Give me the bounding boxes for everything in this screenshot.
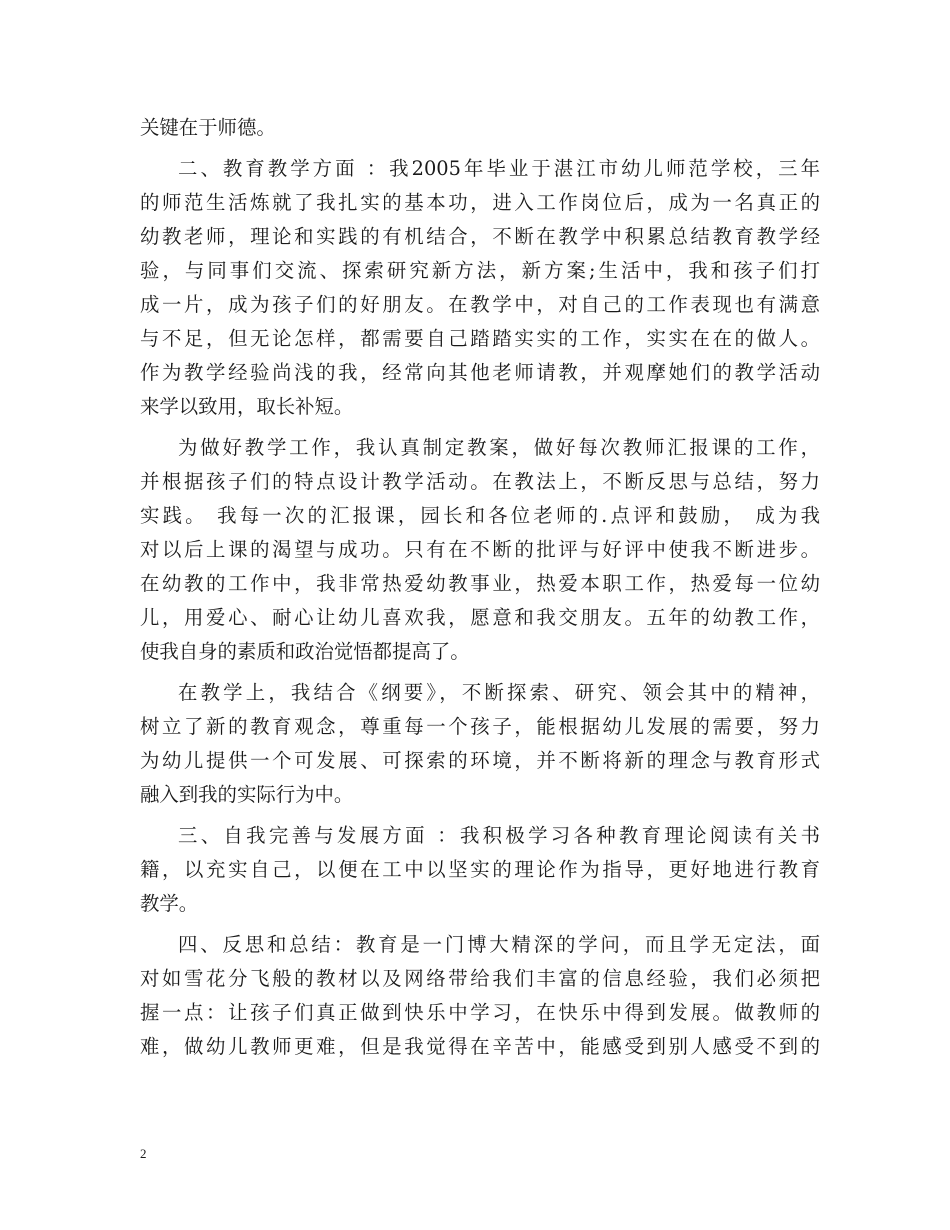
text-line: 使我自身的素质和政治觉悟都提高了。 [140,640,470,663]
text-line: 二、教育教学方面 ：我2005年毕业于湛江市幼儿师范学校，三年 [178,157,820,180]
text-line: 融入到我的实际行为中。 [140,783,354,806]
paragraph [140,676,820,812]
text-line: 难，做幼儿教师更难，但是我觉得在辛苦中，能感受到别人感受不到的 [140,1035,820,1058]
paragraph [140,819,820,921]
text-line: 握一点：让孩子们真正做到快乐中学习，在快乐中得到发展。做教师的 [140,1001,820,1024]
paragraph [140,152,820,424]
text-line: 对以后上课的渴望与成功。只有在不断的批评与好评中使我不断进步。 [140,538,820,561]
text-line: 验，与同事们交流、探索研究新方法，新方案;生活中，我和孩子们打 [140,259,820,282]
text-line: 来学以致用，取长补短。 [140,395,354,418]
text-line: 三、自我完善与发展方面 ：我积极学习各种教育理论阅读有关书 [178,824,820,847]
text-line: 为幼儿提供一个可发展、可探索的环境，并不断将新的理念与教育形式 [140,749,820,772]
text-line: 籍，以充实自己，以便在工中以坚实的理论作为指导，更好地进行教育 [140,858,820,881]
text-line: 实践。 我每一次的汇报课，园长和各位老师的.点评和鼓励， 成为我 [140,504,820,527]
text-line: 为做好教学工作，我认真制定教案，做好每次教师汇报课的工作， [178,436,820,459]
text-line: 与不足，但无论怎样，都需要自己踏踏实实的工作，实实在在的做人。 [140,327,820,350]
paragraph [140,111,820,145]
paragraph [140,928,820,1064]
text-line: 对如雪花分飞般的教材以及网络带给我们丰富的信息经验，我们必须把 [140,967,820,990]
text-line: 在幼教的工作中，我非常热爱幼教事业，热爱本职工作，热爱每一位幼 [140,572,820,595]
paragraph [140,431,820,669]
text-line: 教学。 [140,892,199,915]
text-line: 在教学上，我结合《纲要》，不断探索、研究、领会其中的精神， [178,681,820,704]
text-line: 的师范生活炼就了我扎实的基本功，进入工作岗位后，成为一名真正的 [140,191,820,214]
text-line: 树立了新的教育观念，尊重每一个孩子，能根据幼儿发展的需要，努力 [140,715,820,738]
text-line: 儿，用爱心、耐心让幼儿喜欢我，愿意和我交朋友。五年的幼教工作， [140,606,820,629]
text-line: 幼教老师，理论和实践的有机结合，不断在教学中积累总结教育教学经 [140,225,820,248]
text-line: 四、反思和总结：教育是一门博大精深的学问，而且学无定法，面 [178,933,820,956]
text-line: 成一片，成为孩子们的好朋友。在教学中，对自己的工作表现也有满意 [140,293,820,316]
text-line: 作为教学经验尚浅的我，经常向其他老师请教，并观摩她们的教学活动 [140,361,820,384]
text-line: 并根据孩子们的特点设计教学活动。在教法上，不断反思与总结，努力 [140,470,820,493]
page-number: 2 [140,1146,147,1161]
document-body [140,111,820,1064]
text-line: 关键在于师德。 [140,116,276,139]
